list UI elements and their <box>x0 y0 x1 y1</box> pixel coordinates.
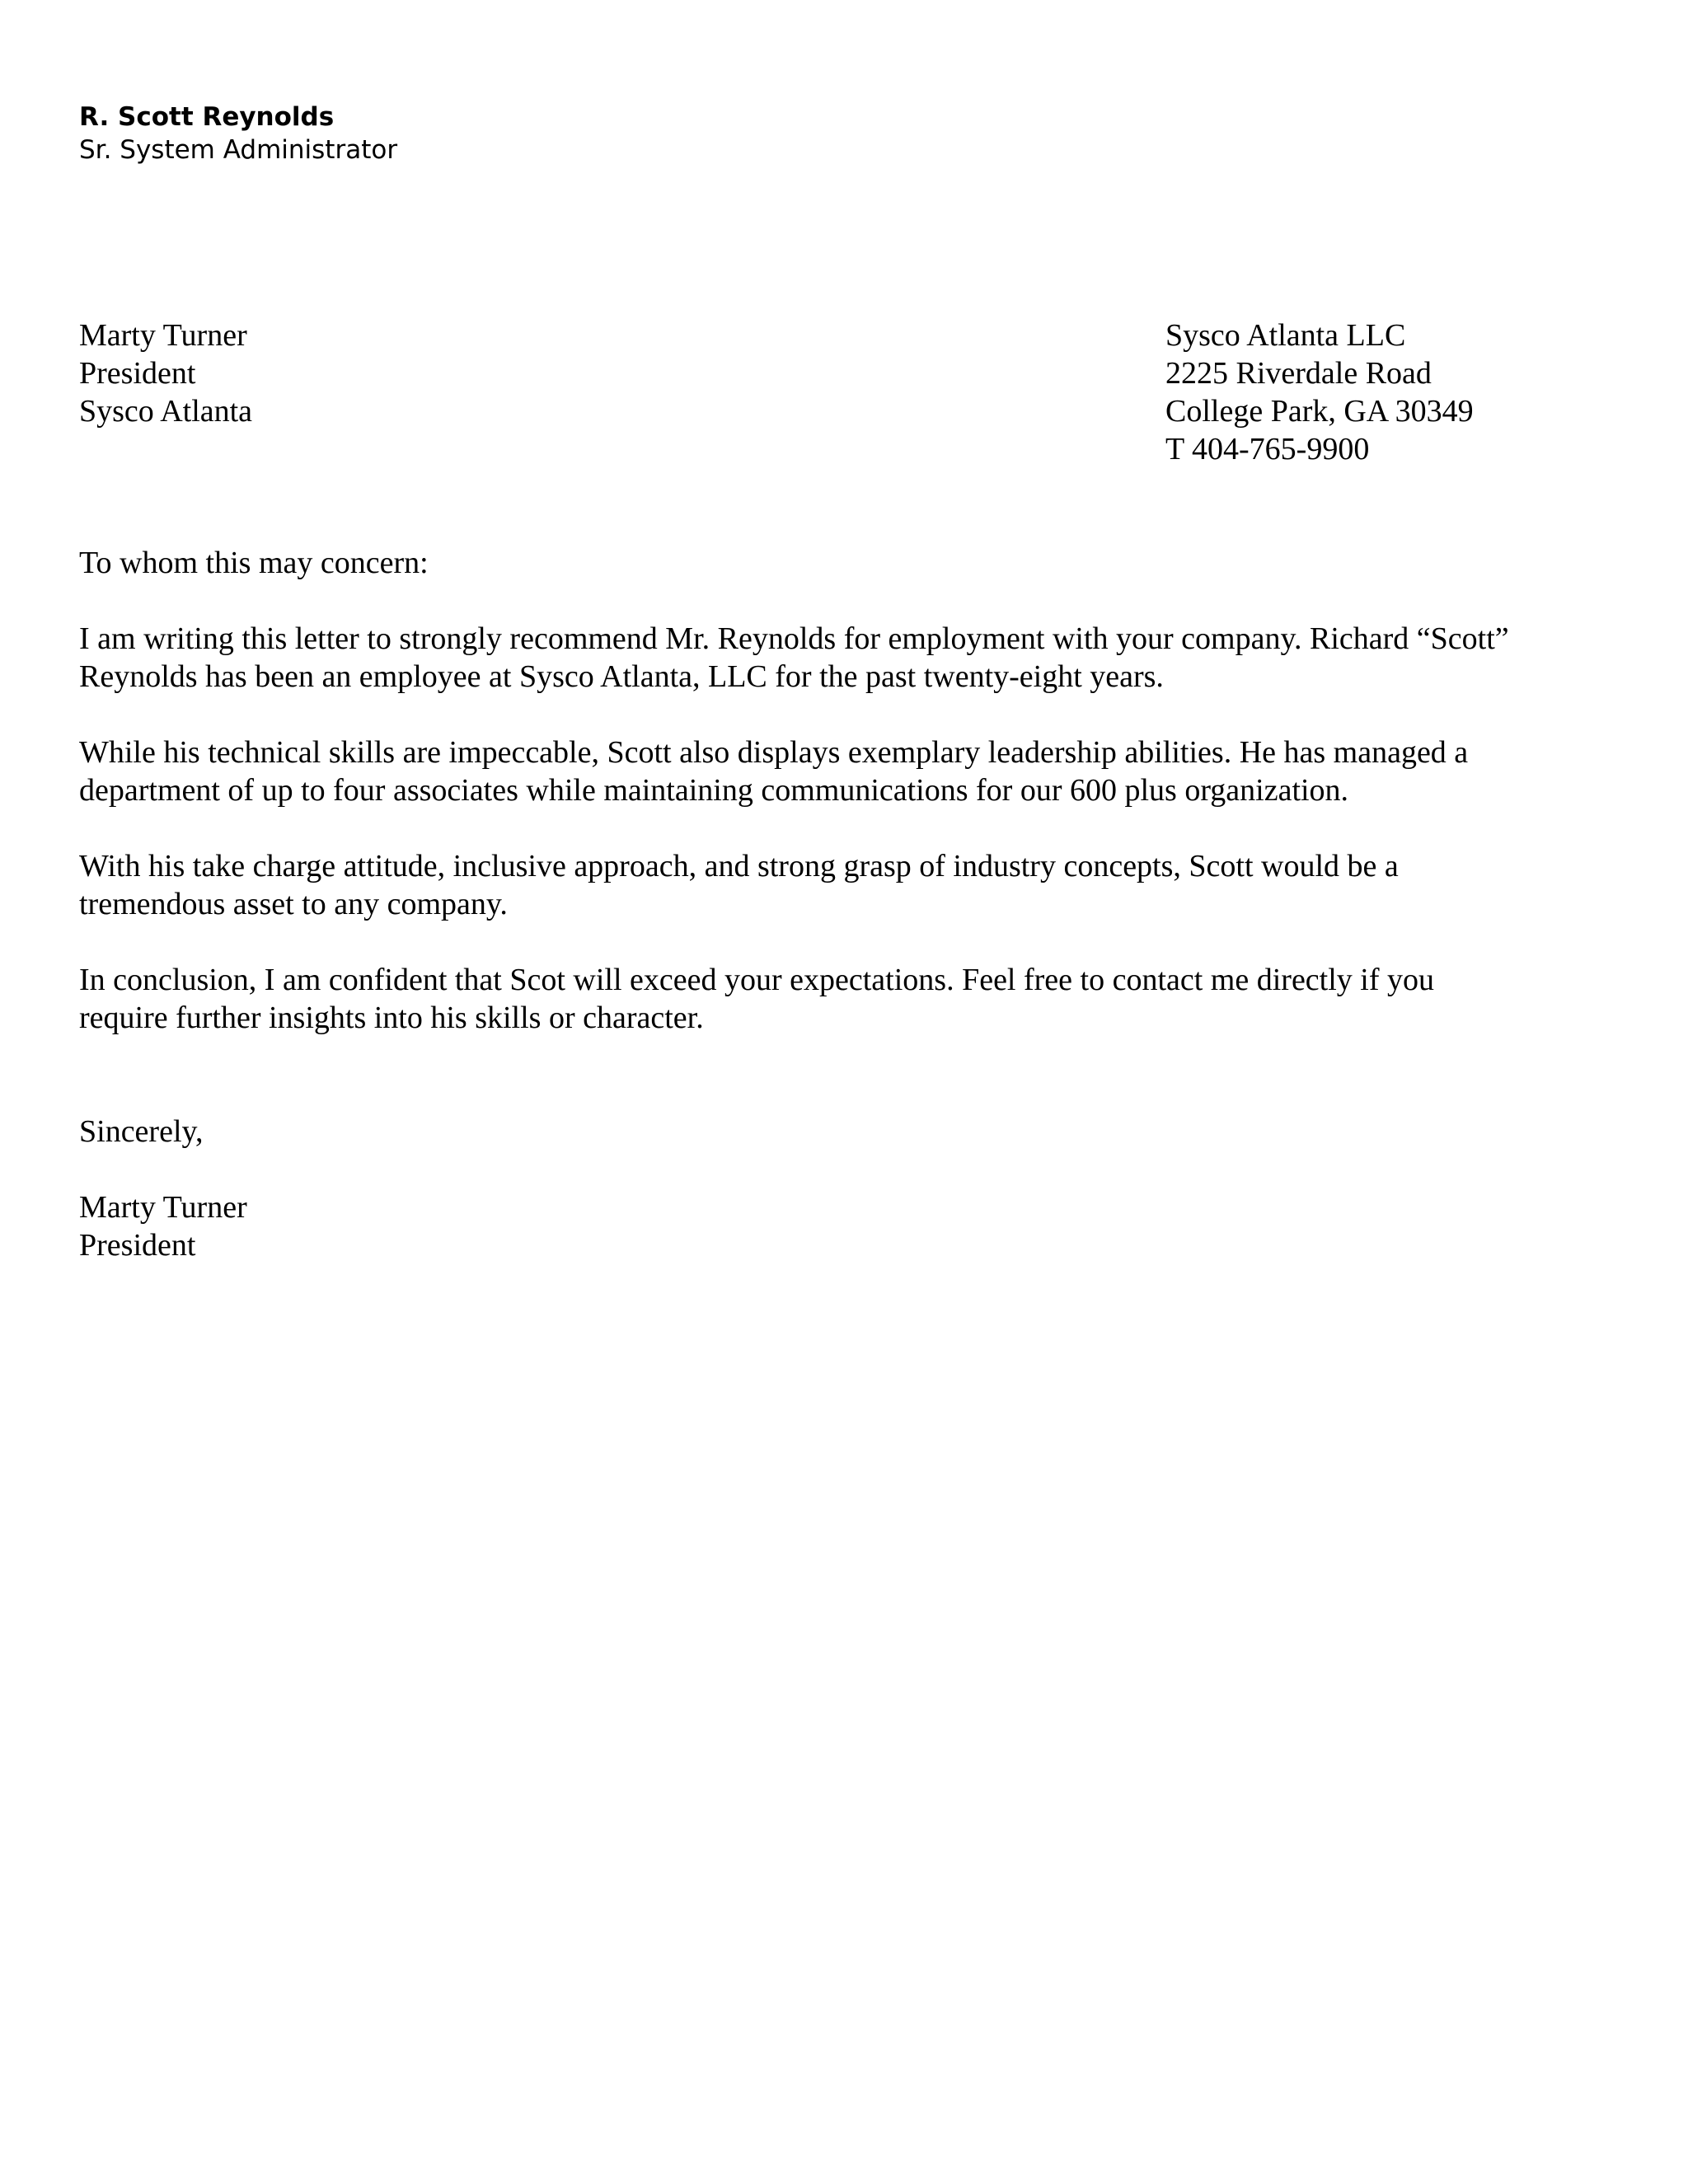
body-paragraph-2 <box>79 733 1629 809</box>
body-paragraph-1 <box>79 620 1629 696</box>
closing: Sincerely, <box>79 1114 204 1149</box>
paragraph-line: tremendous asset to any company. <box>79 887 508 921</box>
company-phone: T 404-765-9900 <box>1165 432 1370 466</box>
recipient-name: Marty Turner <box>79 318 247 353</box>
recipient-title: President <box>79 356 196 391</box>
paragraph-line: In conclusion, I am confident that Scot will exceed your expectations. Feel free to contact me directly if you <box>79 963 1435 997</box>
signature-title: President <box>79 1228 196 1263</box>
paragraph-line: I am writing this letter to strongly recommend Mr. Reynolds for employment with your company. Richard “Scott” <box>79 621 1509 656</box>
paragraph-line: With his take charge attitude, inclusive approach, and strong grasp of industry concepts, Scott would be a <box>79 849 1399 883</box>
signature-block <box>79 1188 247 1264</box>
signature-name: Marty Turner <box>79 1190 247 1225</box>
company-city: College Park, GA 30349 <box>1165 394 1474 429</box>
salutation: To whom this may concern: <box>79 546 429 580</box>
paragraph-line: department of up to four associates while maintaining communications for our 600 plus organization. <box>79 773 1349 808</box>
company-address-block <box>1165 316 1474 468</box>
paragraph-line: require further insights into his skills or character. <box>79 1001 704 1035</box>
sender-name: R. Scott Reynolds <box>79 102 335 132</box>
sender-title: Sr. System Administrator <box>79 135 398 165</box>
paragraph-line: Reynolds has been an employee at Sysco Atlanta, LLC for the past twenty-eight years. <box>79 659 1164 694</box>
body-paragraph-3 <box>79 847 1629 923</box>
recipient-company: Sysco Atlanta <box>79 394 253 429</box>
body-paragraph-4 <box>79 961 1629 1037</box>
paragraph-line: While his technical skills are impeccable, Scott also displays exemplary leadership abilities. He has managed a <box>79 735 1469 770</box>
company-name: Sysco Atlanta LLC <box>1165 318 1406 353</box>
sender-header <box>79 101 397 166</box>
recipient-block <box>79 316 252 430</box>
company-street: 2225 Riverdale Road <box>1165 356 1432 391</box>
